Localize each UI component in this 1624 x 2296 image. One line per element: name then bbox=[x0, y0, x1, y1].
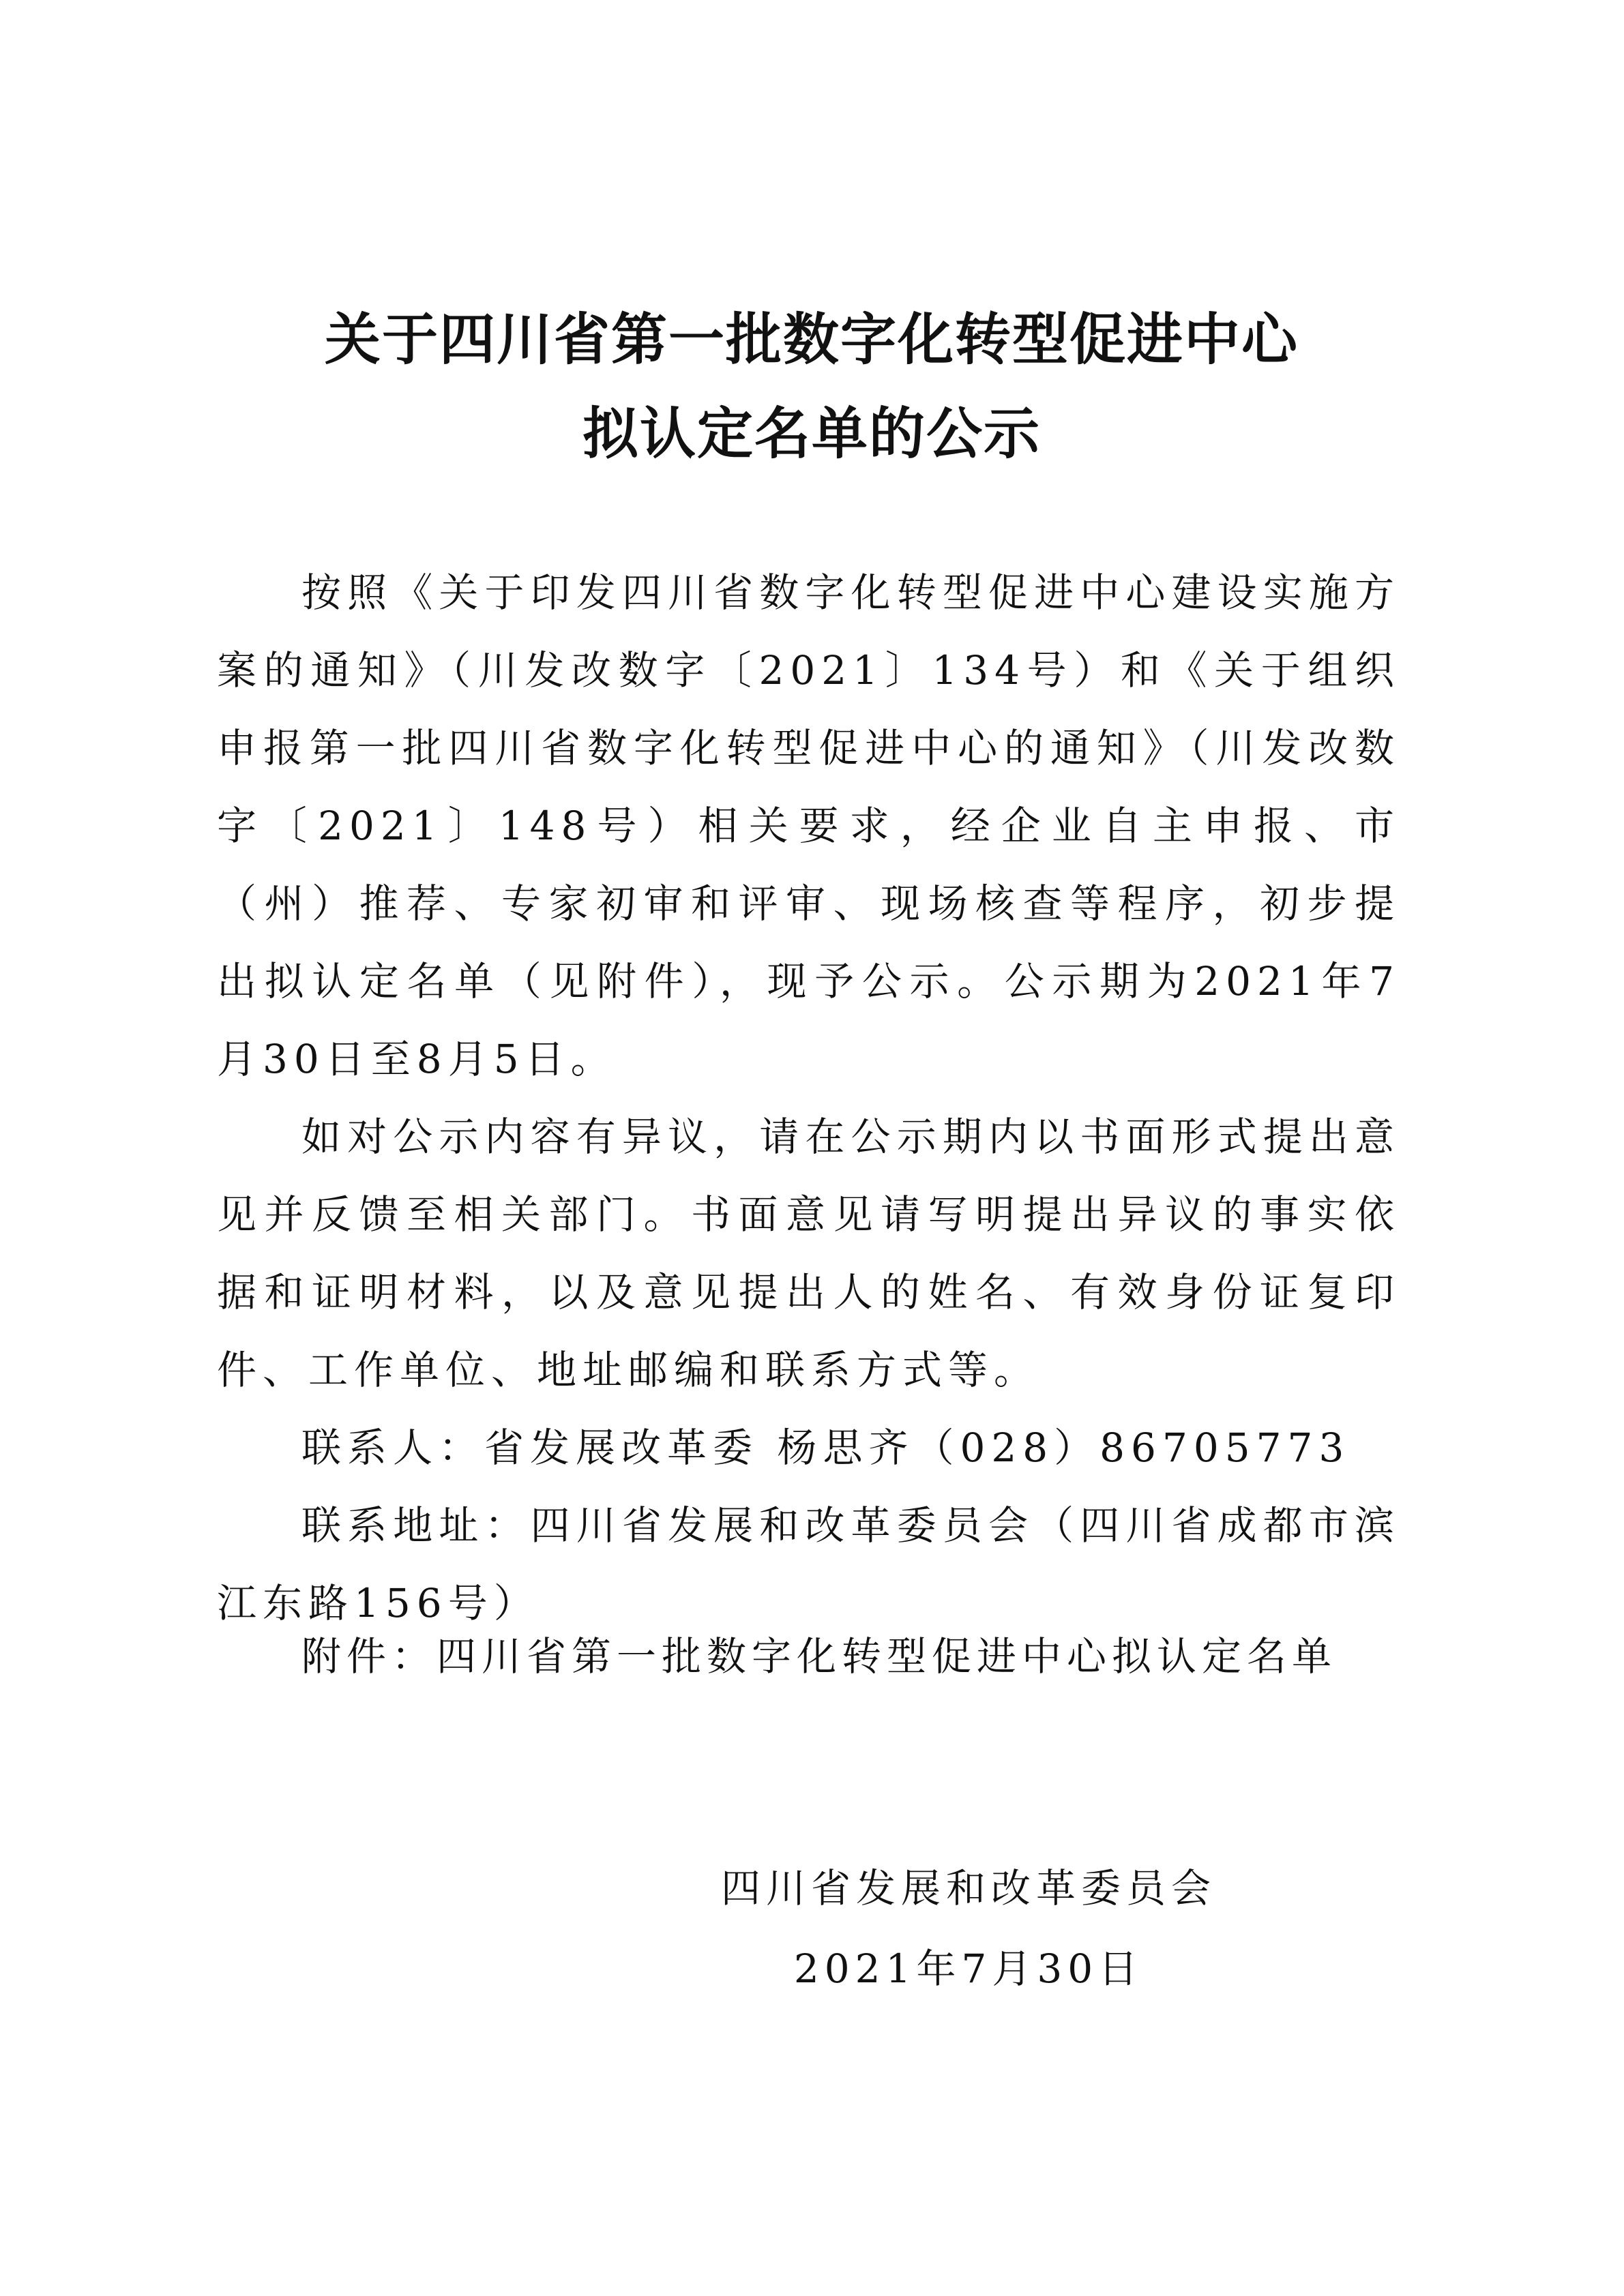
document-body bbox=[217, 554, 1400, 1642]
attachment-note: 附件：四川省第一批数字化转型促进中心拟认定名单 bbox=[301, 1633, 1338, 1680]
paragraph-objection-instructions: 如对公示内容有异议，请在公示期内以书面形式提出意见并反馈至相关部门。书面意见请写明提出异议的事实依据和证明材料，以及意见提出人的姓名、有效身份证复印件、工作单位、地址邮编和联系方式等。 bbox=[217, 1114, 1400, 1393]
signature-organization: 四川省发展和改革委员会 bbox=[720, 1865, 1216, 1911]
signature-date: 2021年7月30日 bbox=[793, 1945, 1144, 1992]
paragraph-contact-person: 联系人：省发展改革委 杨思齐（028）86705773 bbox=[301, 1425, 1350, 1471]
signature-block bbox=[716, 1848, 1221, 2009]
title-line-2: 拟认定名单的公示 bbox=[582, 402, 1041, 466]
title-line-1: 关于四川省第一批数字化转型促进中心 bbox=[324, 308, 1299, 372]
paragraph-contact-address: 联系地址：四川省发展和改革委员会（四川省成都市滨江东路156号） bbox=[217, 1502, 1400, 1626]
document-title bbox=[205, 293, 1419, 481]
paragraph-announcement: 按照《关于印发四川省数字化转型促进中心建设实施方案的通知》（川发改数字〔2021〕134号）和《关于组织申报第一批四川省数字化转型促进中心的通知》（川发改数字〔2021〕148号）相关要求，经企业自主申报、市（州）推荐、专家初审和评审、现场核查等程序，初步提出拟认定名单（见附件），现予公示。公示期为2021年7月30日至8月5日。 bbox=[217, 569, 1400, 1082]
